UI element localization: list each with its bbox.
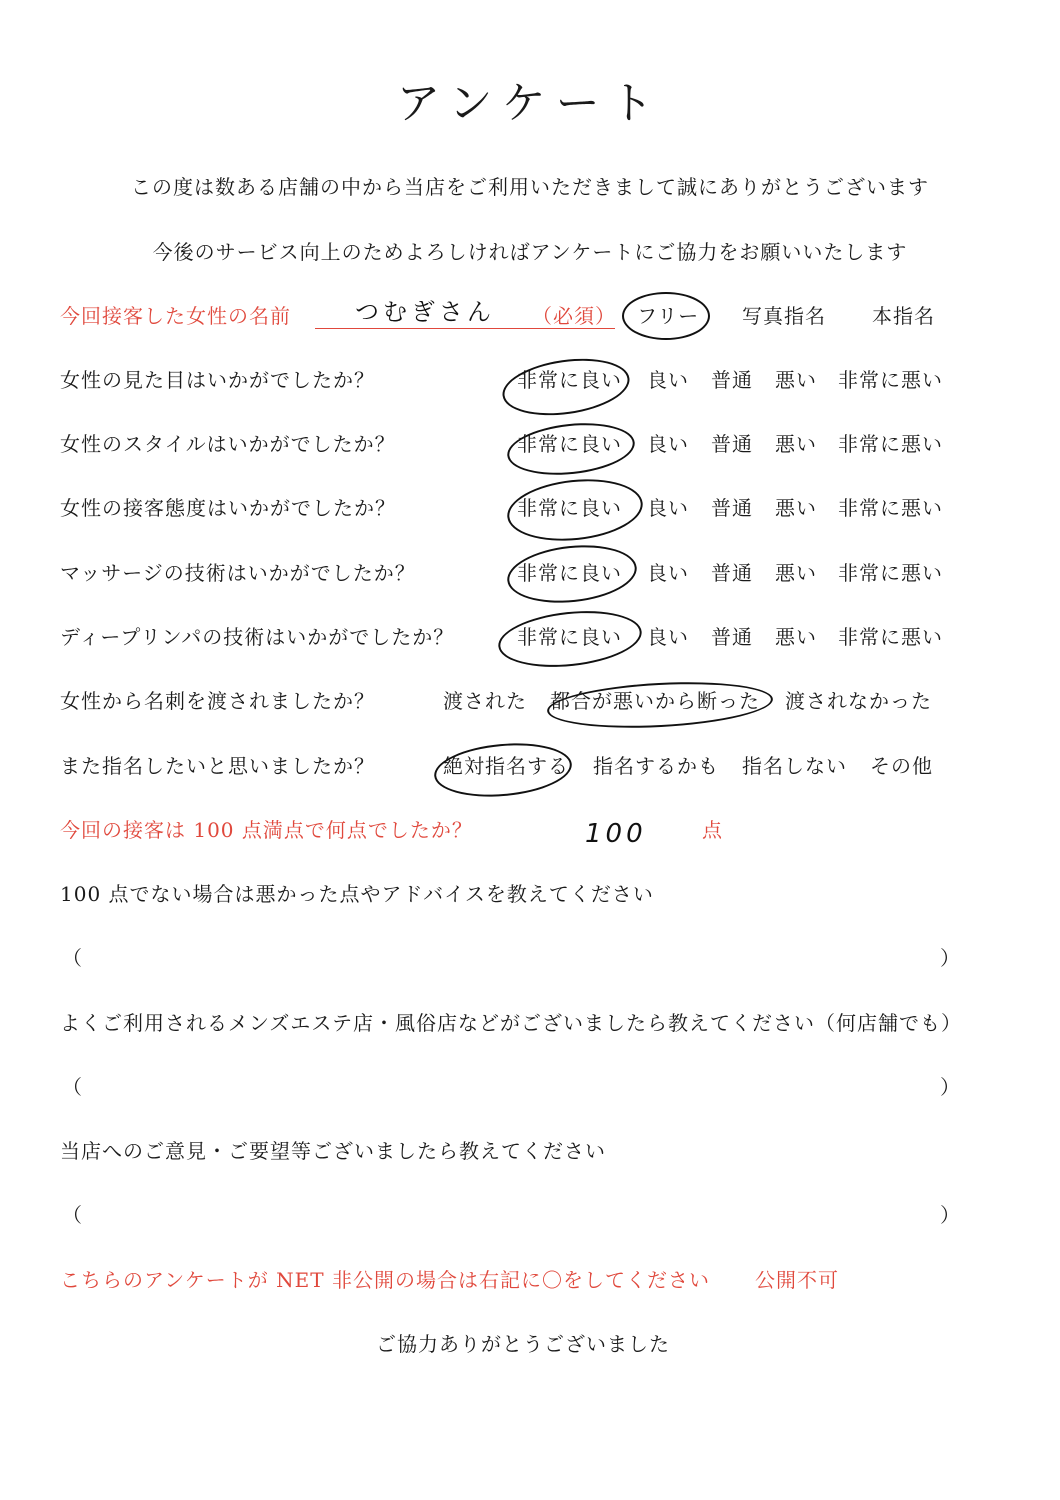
rating-very-good[interactable]: 非常に良い	[517, 561, 622, 585]
question-deep-lymph-technique: ディープリンパの技術はいかがでしたか？	[60, 625, 455, 649]
option-free[interactable]: フリー	[637, 304, 700, 328]
option-definitely[interactable]: 絶対指名する	[443, 754, 569, 778]
rating-very-bad[interactable]: 非常に悪い	[838, 625, 943, 649]
other-shops-close-paren: ）	[940, 1075, 961, 1099]
option-received[interactable]: 渡された	[443, 689, 527, 713]
selection-circle	[504, 539, 639, 608]
option-main-nomination[interactable]: 本指名	[872, 304, 935, 328]
option-maybe[interactable]: 指名するかも	[593, 754, 719, 778]
page-title: アンケート	[396, 78, 664, 129]
rating-average[interactable]: 普通	[711, 368, 753, 392]
name-value[interactable]: つむぎさん	[355, 298, 495, 326]
other-shops-label: よくご利用されるメンズエステ店・風俗店などがございましたら教えてください（何店舗でも）	[60, 1011, 962, 1035]
selection-circle	[622, 292, 710, 340]
rating-good[interactable]: 良い	[647, 561, 689, 585]
required-mark: （必須）	[532, 304, 616, 328]
question-service-attitude: 女性の接客態度はいかがでしたか？	[60, 496, 396, 520]
option-not-public[interactable]: 公開不可	[755, 1268, 839, 1292]
rating-bad[interactable]: 悪い	[775, 368, 817, 392]
option-declined[interactable]: 都合が悪いから断った	[550, 689, 760, 713]
rating-very-bad[interactable]: 非常に悪い	[838, 561, 943, 585]
selection-circle	[546, 677, 774, 733]
rating-very-bad[interactable]: 非常に悪い	[838, 496, 943, 520]
selection-circle	[496, 605, 645, 674]
selection-circle	[432, 738, 574, 802]
score-value[interactable]: 100	[585, 819, 647, 849]
other-shops-open-paren: （	[62, 1075, 83, 1099]
opinion-open-paren: （	[62, 1203, 83, 1227]
name-label: 今回接客した女性の名前	[60, 304, 291, 328]
option-photo-nomination[interactable]: 写真指名	[742, 304, 826, 328]
question-appearance: 女性の見た目はいかがでしたか？	[60, 368, 375, 392]
opinion-label: 当店へのご意見・ご要望等ございましたら教えてください	[60, 1139, 606, 1163]
intro-line-1: この度は数ある店舗の中から当店をご利用いただきまして誠にありがとうございます	[131, 175, 929, 199]
rating-average[interactable]: 普通	[711, 625, 753, 649]
rating-good[interactable]: 良い	[647, 368, 689, 392]
advice-label: 100 点でない場合は悪かった点やアドバイスを教えてください	[60, 882, 654, 906]
rating-bad[interactable]: 悪い	[775, 432, 817, 456]
advice-open-paren: （	[62, 946, 83, 970]
option-no[interactable]: 指名しない	[742, 754, 847, 778]
selection-circle	[504, 473, 646, 547]
rating-average[interactable]: 普通	[711, 561, 753, 585]
rating-good[interactable]: 良い	[647, 625, 689, 649]
rating-very-good[interactable]: 非常に良い	[517, 496, 622, 520]
question-style: 女性のスタイルはいかがでしたか？	[60, 432, 396, 456]
rating-average[interactable]: 普通	[711, 496, 753, 520]
net-private-notice: こちらのアンケートが NET 非公開の場合は右記に〇をしてください	[60, 1268, 710, 1292]
rating-very-good[interactable]: 非常に良い	[517, 625, 622, 649]
option-not-received[interactable]: 渡されなかった	[785, 689, 932, 713]
question-nominate-again: また指名したいと思いましたか？	[60, 754, 375, 778]
selection-circle	[505, 417, 638, 480]
advice-close-paren: ）	[940, 946, 961, 970]
rating-average[interactable]: 普通	[711, 432, 753, 456]
question-massage-technique: マッサージの技術はいかがでしたか？	[60, 561, 416, 585]
opinion-close-paren: ）	[940, 1203, 961, 1227]
score-label: 今回の接客は 100 点満点で何点でしたか？	[60, 818, 473, 842]
rating-very-good[interactable]: 非常に良い	[517, 432, 622, 456]
option-other[interactable]: その他	[870, 754, 933, 778]
rating-very-bad[interactable]: 非常に悪い	[838, 368, 943, 392]
name-underline	[315, 328, 615, 329]
rating-good[interactable]: 良い	[647, 496, 689, 520]
rating-very-good[interactable]: 非常に良い	[517, 368, 622, 392]
rating-good[interactable]: 良い	[647, 432, 689, 456]
rating-very-bad[interactable]: 非常に悪い	[838, 432, 943, 456]
score-unit: 点	[702, 818, 723, 842]
thanks-message: ご協力ありがとうございました	[376, 1332, 670, 1356]
intro-line-2: 今後のサービス向上のためよろしければアンケートにご協力をお願いいたします	[152, 240, 908, 264]
question-business-card: 女性から名刺を渡されましたか？	[60, 689, 375, 713]
rating-bad[interactable]: 悪い	[775, 496, 817, 520]
rating-bad[interactable]: 悪い	[775, 625, 817, 649]
rating-bad[interactable]: 悪い	[775, 561, 817, 585]
selection-circle	[499, 351, 633, 422]
